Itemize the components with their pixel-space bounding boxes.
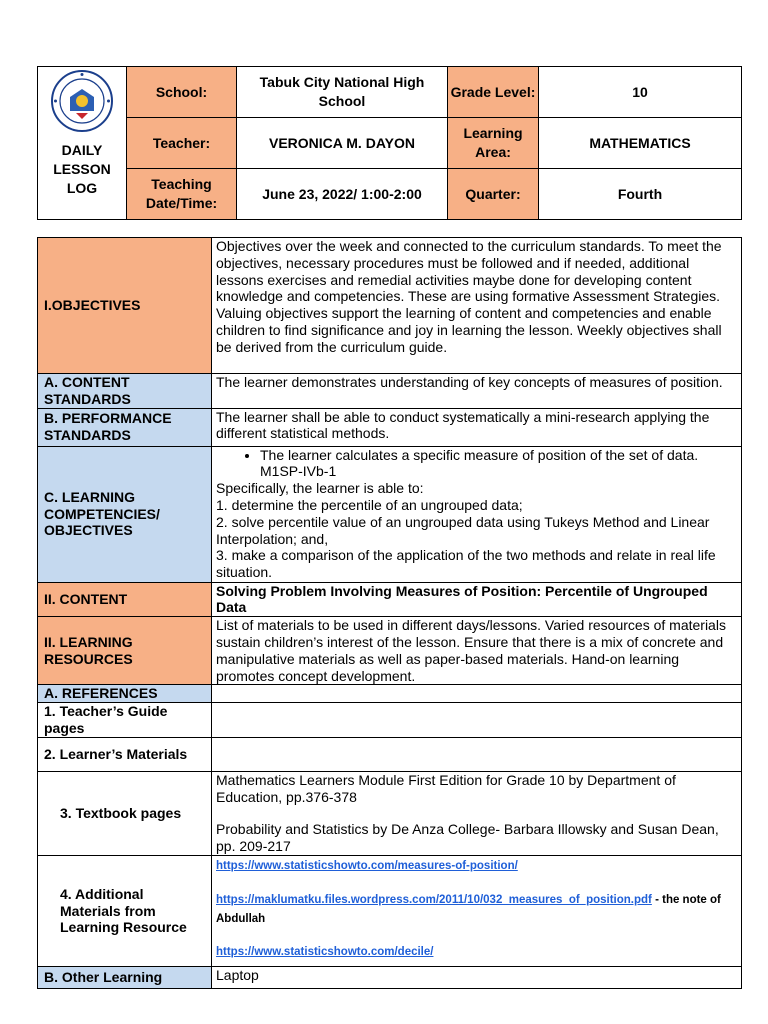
learners-materials-text (212, 737, 742, 771)
logo-cell (38, 67, 127, 220)
teacher-value: VERONICA M. DAYON (237, 118, 448, 169)
content-standards-label: A. CONTENT STANDARDS (38, 374, 212, 409)
table-row (38, 737, 742, 771)
performance-standards-text: The learner shall be able to conduct systematically a mini-research applying the different statistical methods. (212, 408, 742, 446)
table-row (38, 703, 742, 738)
quarter-label: Quarter: (448, 169, 539, 220)
references-text (212, 685, 742, 703)
table-row (38, 374, 742, 409)
competency-bullet: • The learner calculates a specific measure of position of the set of data. M1SP-IVb-1 (260, 447, 737, 481)
header-table (37, 66, 742, 220)
table-row (38, 855, 742, 966)
textbook-ref-2: Probability and Statistics by De Anza College- Barbara Illowsky and Susan Dean, pp. 209-217 (216, 821, 719, 855)
school-label: School: (127, 67, 237, 118)
learning-resources-label: II. LEARNING RESOURCES (38, 617, 212, 685)
quarter-value: Fourth (539, 169, 742, 220)
additional-materials-label: 4. Additional Materials from Learning Resource (38, 855, 212, 966)
competency-item-3: 3. make a comparison of the application of the two methods and relate in real life situation. (216, 547, 716, 581)
table-row (38, 408, 742, 446)
performance-standards-label: B. PERFORMANCE STANDARDS (38, 408, 212, 446)
textbook-cell (212, 771, 742, 855)
teaching-date-label: Teaching Date/Time: (127, 169, 237, 220)
lesson-table (37, 237, 742, 989)
table-row (38, 446, 742, 582)
link-measures-of-position[interactable]: https://www.statisticshowto.com/measures-of-position/ (216, 859, 518, 872)
teaching-date-value: June 23, 2022/ 1:00-2:00 (237, 169, 448, 220)
table-row (38, 238, 742, 374)
grade-label: Grade Level: (448, 67, 539, 118)
content-text: Solving Problem Involving Measures of Position: Percentile of Ungrouped Data (212, 582, 742, 617)
teachers-guide-label: 1. Teacher’s Guide pages (38, 703, 212, 738)
other-learning-text: Laptop (212, 966, 742, 988)
link-measures-of-position-pdf[interactable]: https://maklumatku.files.wordpress.com/2011/10/032_measures_of_position.pdf (216, 893, 652, 906)
competency-item-1: 1. determine the percentile of an ungrouped data; (216, 496, 523, 513)
competency-item-2: 2. solve percentile value of an ungrouped data using Tukeys Method and Linear Interpolation; and, (216, 513, 710, 547)
objectives-text: Objectives over the week and connected to the curriculum standards. To meet the objectives, necessary procedures must be followed and if needed, additional lessons exercises and remedial activities maybe done for developing content knowledge and competencies. These are using formative Assessment Strategies. Valuing objectives support the learning of content and competencies and enable children to find significance and joy in learning the lesson. Weekly objectives shall be derived from the curriculum guide. (212, 238, 742, 374)
references-label: A. REFERENCES (38, 685, 212, 703)
competency-intro: Specifically, the learner is able to: (216, 480, 424, 497)
link-note: - the note of Abdullah (216, 893, 721, 925)
grade-value: 10 (539, 67, 742, 118)
teachers-guide-text (212, 703, 742, 738)
content-standards-text: The learner demonstrates understanding of key concepts of measures of position. (212, 374, 742, 409)
deped-seal-icon (50, 69, 114, 133)
textbook-label: 3. Textbook pages (38, 771, 212, 855)
competencies-label: C. LEARNING COMPETENCIES/ OBJECTIVES (38, 446, 212, 582)
table-row (38, 685, 742, 703)
table-row (38, 617, 742, 685)
learning-area-value: MATHEMATICS (539, 118, 742, 169)
school-value: Tabuk City National High School (237, 67, 448, 118)
competencies-cell (212, 446, 742, 582)
learning-area-label: Learning Area: (448, 118, 539, 169)
additional-materials-cell (212, 855, 742, 966)
link-decile[interactable]: https://www.statisticshowto.com/decile/ (216, 946, 434, 959)
other-learning-label: B. Other Learning (38, 966, 212, 988)
teacher-label: Teacher: (127, 118, 237, 169)
learning-resources-text: List of materials to be used in different days/lessons. Varied resources of materials sustain children’s interest of the lesson. Ensure that there is a mix of concrete and manipulative materials as well as paper-based materials. Hand-on learning promotes concept development. (212, 617, 742, 685)
table-row (38, 582, 742, 617)
objectives-label: I.OBJECTIVES (38, 238, 212, 374)
learners-materials-label: 2. Learner’s Materials (38, 737, 212, 771)
table-row (38, 966, 742, 988)
content-label: II. CONTENT (38, 582, 212, 617)
table-row (38, 771, 742, 855)
daily-lesson-log-title: DAILY LESSON LOG (53, 142, 111, 196)
textbook-ref-1: Mathematics Learners Module First Edition for Grade 10 by Department of Education, pp.376-378 (216, 771, 676, 805)
